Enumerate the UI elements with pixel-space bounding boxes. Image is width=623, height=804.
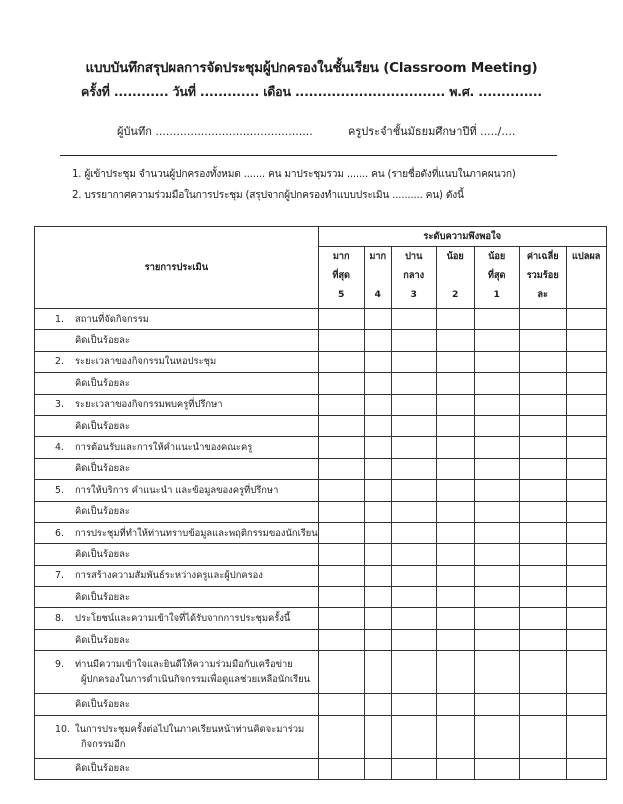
atmosphere-line: 2. บรรยากาศความร่วมมือในการประชุม (สรุปจากผู้ปกครองทำแบบประเมิน .......... คน) ดังนี้ — [72, 190, 464, 201]
level-header-text: แปลผล — [572, 251, 601, 262]
rating-cell[interactable] — [364, 565, 391, 586]
rating-cell[interactable] — [474, 629, 519, 650]
rating-cell[interactable] — [566, 351, 606, 372]
level-header-text — [437, 266, 474, 285]
table-row — [35, 522, 607, 543]
rating-cell[interactable] — [474, 522, 519, 543]
rating-cell[interactable] — [474, 480, 519, 501]
rating-cell[interactable] — [364, 758, 391, 779]
percent-label: คิดเป็นร้อยละ — [35, 587, 319, 608]
rating-cell[interactable] — [474, 351, 519, 372]
level-header-text: 2 — [452, 289, 459, 300]
table-row — [35, 480, 607, 501]
rating-cell[interactable] — [364, 351, 391, 372]
rating-cell[interactable] — [364, 608, 391, 629]
rating-cell[interactable] — [436, 351, 474, 372]
rating-cell[interactable] — [566, 651, 606, 694]
criterion-cell — [35, 608, 319, 629]
recorder-line: ผู้บันทึก ............................................. — [117, 125, 313, 138]
rating-cell[interactable] — [364, 651, 391, 694]
rating-cell[interactable] — [318, 544, 364, 565]
percent-label: คิดเป็นร้อยละ — [35, 629, 319, 650]
rating-cell[interactable] — [474, 565, 519, 586]
rating-cell[interactable] — [391, 544, 436, 565]
rating-cell[interactable] — [391, 373, 436, 394]
rating-cell[interactable] — [519, 629, 566, 650]
level-header-text: ค่าเฉลี่ย — [526, 251, 559, 262]
criterion-number: 7. — [55, 570, 64, 582]
level-header-3 — [391, 247, 436, 309]
rating-cell[interactable] — [519, 480, 566, 501]
rating-cell[interactable] — [436, 501, 474, 522]
rating-cell[interactable] — [519, 394, 566, 415]
rating-cell[interactable] — [436, 330, 474, 351]
rating-cell[interactable] — [474, 758, 519, 779]
rating-cell[interactable] — [566, 608, 606, 629]
rating-cell[interactable] — [566, 373, 606, 394]
percent-label: คิดเป็นร้อยละ — [35, 758, 319, 779]
rating-cell[interactable] — [364, 694, 391, 715]
rating-cell[interactable] — [519, 565, 566, 586]
rating-cell[interactable] — [566, 394, 606, 415]
level-header-text: มาก — [332, 251, 350, 262]
rating-cell[interactable] — [318, 587, 364, 608]
level-header-text: 3 — [410, 289, 417, 300]
criterion-text: ท่านมีความเข้าใจและยินดีให้ความร่วมมือกับเครือข่าย — [75, 659, 293, 671]
divider-line — [60, 155, 557, 156]
criterion-text: การต้อนรับและการให้คำแนะนำของคณะครู — [75, 442, 253, 454]
criterion-number: 2. — [55, 356, 64, 368]
level-header-6 — [519, 247, 566, 309]
level-header-text: น้อย — [446, 251, 464, 262]
criterion-cell — [35, 715, 319, 758]
rating-cell[interactable] — [364, 480, 391, 501]
level-header-text — [567, 266, 606, 285]
level-header-text — [567, 285, 606, 304]
rating-cell[interactable] — [519, 544, 566, 565]
rating-cell[interactable] — [519, 522, 566, 543]
satisfaction-table — [34, 226, 607, 780]
rating-cell[interactable] — [364, 544, 391, 565]
table-row — [35, 715, 607, 758]
level-header-text: 4 — [374, 289, 381, 300]
table-row — [35, 394, 607, 415]
rating-cell[interactable] — [364, 437, 391, 458]
criterion-text: ในการประชุมครั้งต่อไปในภาคเรียนหน้าท่านคิดจะมาร่วม — [75, 723, 305, 735]
level-header-text: ปาน — [405, 251, 423, 262]
rating-cell[interactable] — [391, 629, 436, 650]
criterion-number: 6. — [55, 527, 64, 539]
criteria-header: รายการประเมิน — [35, 227, 319, 309]
level-header-text: 5 — [338, 289, 345, 300]
rating-cell[interactable] — [391, 309, 436, 330]
rating-cell[interactable] — [318, 373, 364, 394]
rating-cell[interactable] — [318, 651, 364, 694]
percent-label: คิดเป็นร้อยละ — [35, 373, 319, 394]
rating-cell[interactable] — [519, 501, 566, 522]
rating-cell[interactable] — [318, 758, 364, 779]
rating-cell[interactable] — [566, 565, 606, 586]
rating-cell[interactable] — [364, 415, 391, 436]
criterion-number: 4. — [55, 442, 64, 454]
criterion-number: 3. — [55, 399, 64, 411]
criterion-number: 5. — [55, 484, 64, 496]
level-header-text: ละ — [537, 289, 548, 300]
level-header-1 — [318, 247, 364, 309]
homeroom-teacher-line: ครูประจำชั้นมัธยมศึกษาปีที่ ...../.... — [348, 125, 516, 138]
satisfaction-level-header: ระดับความพึงพอใจ — [318, 227, 606, 247]
rating-cell[interactable] — [364, 309, 391, 330]
rating-cell[interactable] — [391, 458, 436, 479]
rating-cell[interactable] — [436, 544, 474, 565]
rating-cell[interactable] — [364, 394, 391, 415]
rating-cell[interactable] — [391, 437, 436, 458]
level-header-text: มาก — [369, 251, 387, 262]
rating-cell[interactable] — [436, 608, 474, 629]
percent-row — [35, 415, 607, 436]
rating-cell[interactable] — [519, 330, 566, 351]
rating-cell[interactable] — [391, 715, 436, 758]
rating-cell[interactable] — [391, 351, 436, 372]
rating-cell[interactable] — [391, 501, 436, 522]
criterion-number: 8. — [55, 613, 64, 625]
rating-cell[interactable] — [436, 629, 474, 650]
rating-cell[interactable] — [474, 373, 519, 394]
criterion-cell — [35, 309, 319, 330]
rating-cell[interactable] — [364, 458, 391, 479]
rating-cell[interactable] — [566, 501, 606, 522]
level-header-5 — [474, 247, 519, 309]
percent-row — [35, 373, 607, 394]
criterion-text: ประโยชน์และความเข้าใจที่ได้รับจากการประชุมครั้งนี้ — [75, 613, 291, 625]
criterion-number: 10. — [55, 723, 70, 735]
rating-cell[interactable] — [391, 415, 436, 436]
rating-cell[interactable] — [519, 309, 566, 330]
percent-row — [35, 501, 607, 522]
rating-cell[interactable] — [519, 608, 566, 629]
rating-cell[interactable] — [436, 694, 474, 715]
rating-cell[interactable] — [436, 373, 474, 394]
rating-cell[interactable] — [519, 458, 566, 479]
criterion-text: การให้บริการ คำแนะนำ และข้อมูลของครูที่ปรึกษา — [75, 484, 279, 496]
rating-cell[interactable] — [436, 415, 474, 436]
criterion-text: ระยะเวลาของกิจกรรมพบครูที่ปรึกษา — [75, 399, 223, 411]
rating-cell[interactable] — [566, 694, 606, 715]
table-row — [35, 651, 607, 694]
rating-cell[interactable] — [318, 437, 364, 458]
rating-cell[interactable] — [391, 587, 436, 608]
rating-cell[interactable] — [566, 415, 606, 436]
level-header-2 — [364, 247, 391, 309]
rating-cell[interactable] — [436, 587, 474, 608]
rating-cell[interactable] — [519, 373, 566, 394]
rating-cell[interactable] — [566, 330, 606, 351]
criterion-number: 1. — [55, 313, 64, 325]
rating-cell[interactable] — [318, 415, 364, 436]
rating-cell[interactable] — [519, 351, 566, 372]
rating-cell[interactable] — [391, 694, 436, 715]
rating-cell[interactable] — [566, 309, 606, 330]
rating-cell[interactable] — [318, 351, 364, 372]
table-row — [35, 351, 607, 372]
rating-cell[interactable] — [436, 480, 474, 501]
criterion-cell — [35, 522, 319, 543]
percent-row — [35, 330, 607, 351]
criterion-text: ระยะเวลาของกิจกรรมในหอประชุม — [75, 356, 217, 368]
criterion-cell — [35, 480, 319, 501]
percent-label: คิดเป็นร้อยละ — [35, 694, 319, 715]
percent-label: คิดเป็นร้อยละ — [35, 544, 319, 565]
rating-cell[interactable] — [436, 458, 474, 479]
rating-cell[interactable] — [566, 587, 606, 608]
rating-cell[interactable] — [436, 651, 474, 694]
percent-row — [35, 587, 607, 608]
criterion-text-continued: กิจกรรมอีก — [81, 738, 126, 750]
rating-cell[interactable] — [519, 694, 566, 715]
rating-cell[interactable] — [566, 458, 606, 479]
meeting-date-line: ครั้งที่ ............ วันที่ ............. เดือน ................................. พ.ศ. .............. — [81, 84, 542, 99]
form-title: แบบบันทึกสรุปผลการจัดประชุมผู้ปกครองในชั้นเรียน (Classroom Meeting) — [85, 60, 538, 76]
rating-cell[interactable] — [474, 651, 519, 694]
rating-cell[interactable] — [519, 715, 566, 758]
percent-label: คิดเป็นร้อยละ — [35, 501, 319, 522]
rating-cell[interactable] — [318, 330, 364, 351]
rating-cell[interactable] — [436, 309, 474, 330]
percent-row — [35, 629, 607, 650]
level-header-text: ที่สุด — [332, 270, 351, 281]
percent-row — [35, 544, 607, 565]
criterion-cell — [35, 394, 319, 415]
rating-cell[interactable] — [474, 437, 519, 458]
table-row — [35, 565, 607, 586]
level-header-text: กลาง — [403, 270, 425, 281]
rating-cell[interactable] — [391, 758, 436, 779]
rating-cell[interactable] — [318, 522, 364, 543]
rating-cell[interactable] — [436, 565, 474, 586]
rating-cell[interactable] — [519, 437, 566, 458]
rating-cell[interactable] — [318, 608, 364, 629]
table-row — [35, 437, 607, 458]
level-header-7 — [566, 247, 606, 309]
rating-cell[interactable] — [566, 480, 606, 501]
rating-cell[interactable] — [391, 330, 436, 351]
level-header-text: 1 — [493, 289, 500, 300]
rating-cell[interactable] — [318, 694, 364, 715]
rating-cell[interactable] — [474, 587, 519, 608]
rating-cell[interactable] — [474, 309, 519, 330]
rating-cell[interactable] — [519, 587, 566, 608]
percent-label: คิดเป็นร้อยละ — [35, 458, 319, 479]
criterion-text-continued: ผู้ปกครองในการดำเนินกิจกรรมเพื่อดูแลช่วยเหลือนักเรียน — [81, 674, 311, 686]
level-header-text: ที่สุด — [487, 270, 506, 281]
rating-cell[interactable] — [566, 437, 606, 458]
rating-cell[interactable] — [519, 758, 566, 779]
criterion-number: 9. — [55, 659, 64, 671]
rating-cell[interactable] — [364, 501, 391, 522]
rating-cell[interactable] — [566, 758, 606, 779]
rating-cell[interactable] — [436, 437, 474, 458]
table-row — [35, 309, 607, 330]
rating-cell[interactable] — [474, 608, 519, 629]
level-header-text — [365, 266, 391, 285]
rating-cell[interactable] — [566, 522, 606, 543]
criterion-text: การประชุมที่ทำให้ท่านทราบข้อมูลและพฤติกรรมของนักเรียน — [75, 527, 318, 539]
percent-label: คิดเป็นร้อยละ — [35, 330, 319, 351]
rating-cell[interactable] — [364, 522, 391, 543]
rating-cell[interactable] — [391, 522, 436, 543]
rating-cell[interactable] — [474, 458, 519, 479]
percent-row — [35, 458, 607, 479]
percent-row — [35, 758, 607, 779]
rating-cell[interactable] — [318, 480, 364, 501]
rating-cell[interactable] — [436, 715, 474, 758]
rating-cell[interactable] — [474, 715, 519, 758]
rating-cell[interactable] — [391, 394, 436, 415]
rating-cell[interactable] — [436, 522, 474, 543]
rating-cell[interactable] — [474, 415, 519, 436]
rating-cell[interactable] — [364, 373, 391, 394]
rating-cell[interactable] — [474, 394, 519, 415]
rating-cell[interactable] — [436, 758, 474, 779]
rating-cell[interactable] — [566, 544, 606, 565]
rating-cell[interactable] — [318, 458, 364, 479]
percent-label: คิดเป็นร้อยละ — [35, 415, 319, 436]
rating-cell[interactable] — [566, 629, 606, 650]
rating-cell[interactable] — [364, 715, 391, 758]
level-header-4 — [436, 247, 474, 309]
rating-cell[interactable] — [474, 694, 519, 715]
level-header-text: รวมร้อย — [526, 270, 559, 281]
level-header-text: น้อย — [488, 251, 506, 262]
criterion-cell — [35, 651, 319, 694]
rating-cell[interactable] — [318, 394, 364, 415]
rating-cell[interactable] — [318, 309, 364, 330]
rating-cell[interactable] — [519, 415, 566, 436]
rating-cell[interactable] — [474, 544, 519, 565]
rating-cell[interactable] — [318, 629, 364, 650]
rating-cell[interactable] — [318, 501, 364, 522]
rating-cell[interactable] — [566, 715, 606, 758]
rating-cell[interactable] — [474, 501, 519, 522]
criterion-cell — [35, 437, 319, 458]
rating-cell[interactable] — [391, 480, 436, 501]
rating-cell[interactable] — [391, 565, 436, 586]
rating-cell[interactable] — [436, 394, 474, 415]
rating-cell[interactable] — [318, 565, 364, 586]
rating-cell[interactable] — [318, 715, 364, 758]
table-row — [35, 608, 607, 629]
criterion-text: การสร้างความสัมพันธ์ระหว่างครูและผู้ปกครอง — [75, 570, 263, 582]
rating-cell[interactable] — [391, 608, 436, 629]
criteria-rows — [35, 309, 607, 780]
rating-cell[interactable] — [364, 330, 391, 351]
rating-cell[interactable] — [474, 330, 519, 351]
rating-cell[interactable] — [519, 651, 566, 694]
rating-cell[interactable] — [391, 651, 436, 694]
criterion-cell — [35, 565, 319, 586]
attendance-line: 1. ผู้เข้าประชุม จำนวนผู้ปกครองทั้งหมด ....... คน มาประชุมรวม ....... คน (รายชื่อดังที่แนบในภาคผนวก) — [72, 169, 516, 180]
rating-cell[interactable] — [364, 587, 391, 608]
percent-row — [35, 694, 607, 715]
criterion-cell — [35, 351, 319, 372]
rating-cell[interactable] — [364, 629, 391, 650]
criterion-text: สถานที่จัดกิจกรรม — [75, 313, 149, 325]
